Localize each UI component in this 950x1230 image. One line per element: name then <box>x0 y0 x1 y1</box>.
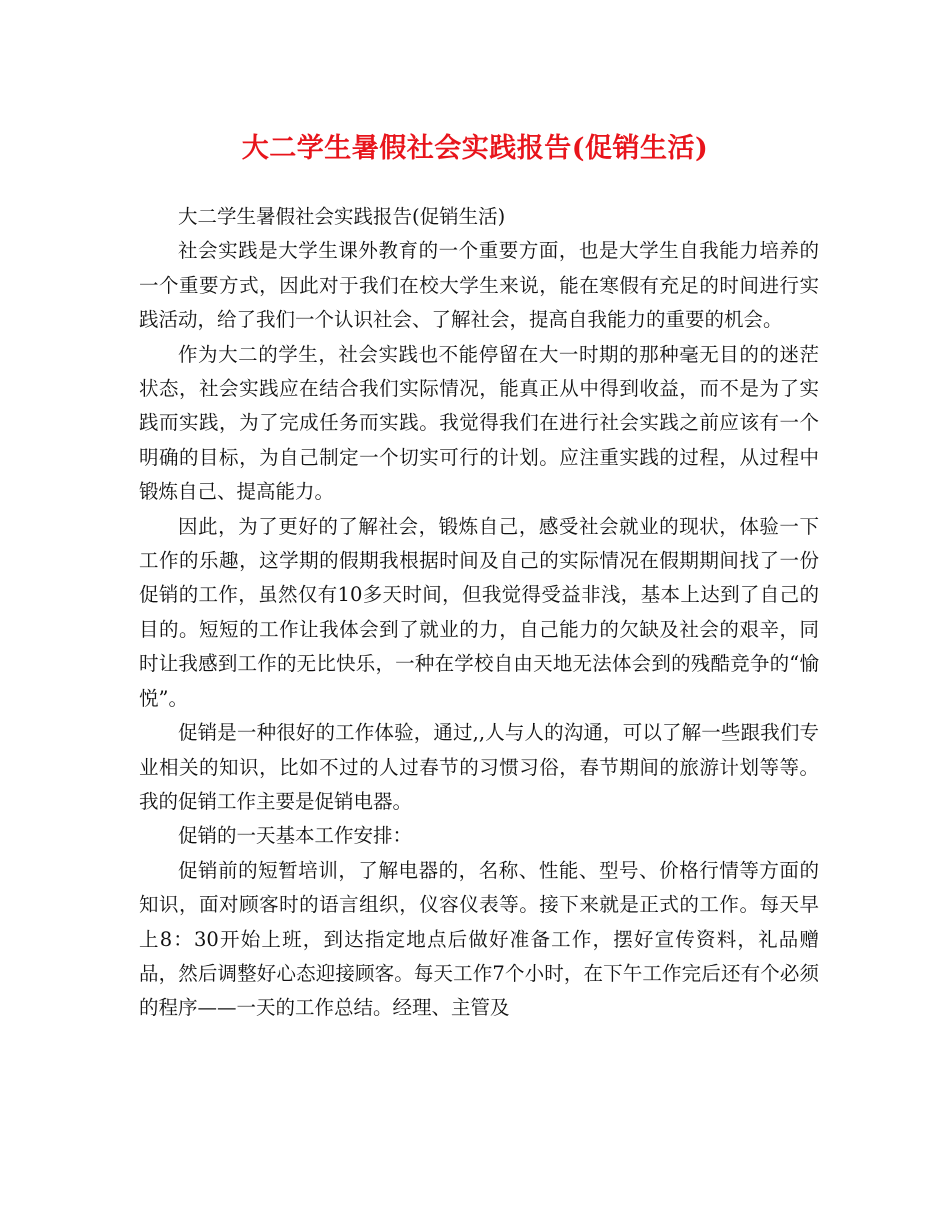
paragraph: 促销前的短暂培训，了解电器的，名称、性能、型号、价格行情等方面的知识，面对顾客时的语言组织，仪容仪表等。接下来就是正式的工作。每天早上8：30开始上班，到达指定地点后做好准备工作，摆好宣传资料，礼品赠品，然后调整好心态迎接顾客。每天工作7个小时，在下午工作完后还有个必须的程序——一天的工作总结。经理、主管及 <box>139 858 819 1020</box>
document-body <box>139 200 819 1026</box>
document-title: 大二学生暑假社会实践报告(促销生活) <box>241 133 709 164</box>
paragraph: 社会实践是大学生课外教育的一个重要方面，也是大学生自我能力培养的一个重要方式，因此对于我们在校大学生来说，能在寒假有充足的时间进行实践活动，给了我们一个认识社会、了解社会，提高自我能力的重要的机会。 <box>139 239 819 332</box>
paragraph-subtitle: 大二学生暑假社会实践报告(促销生活) <box>178 205 506 228</box>
paragraph: 促销的一天基本工作安排： <box>178 824 413 848</box>
paragraph: 促销是一种很好的工作体验，通过,,人与人的沟通，可以了解一些跟我们专业相关的知识，比如不过的人过春节的习惯习俗，春节期间的旅游计划等等。我的促销工作主要是促销电器。 <box>139 721 819 813</box>
paragraph: 作为大二的学生，社会实践也不能停留在大一时期的那种毫无目的的迷茫状态，社会实践应在结合我们实际情况，能真正从中得到收益，而不是为了实践而实践，为了完成任务而实践。我觉得我们在进行社会实践之前应该有一个明确的目标，为自己制定一个切实可行的计划。应注重实践的过程，从过程中锻炼自己、提高能力。 <box>139 342 819 504</box>
paragraph: 因此，为了更好的了解社会，锻炼自己，感受社会就业的现状，体验一下工作的乐趣，这学期的假期我根据时间及自己的实际情况在假期期间找了一份促销的工作，虽然仅有10多天时间，但我觉得受益非浅，基本上达到了自己的目的。短短的工作让我体会到了就业的力，自己能力的欠缺及社会的艰辛，同时让我感到工作的无比快乐，一种在学校自由天地无法体会到的残酷竞争的“愉悦”。 <box>139 514 819 710</box>
